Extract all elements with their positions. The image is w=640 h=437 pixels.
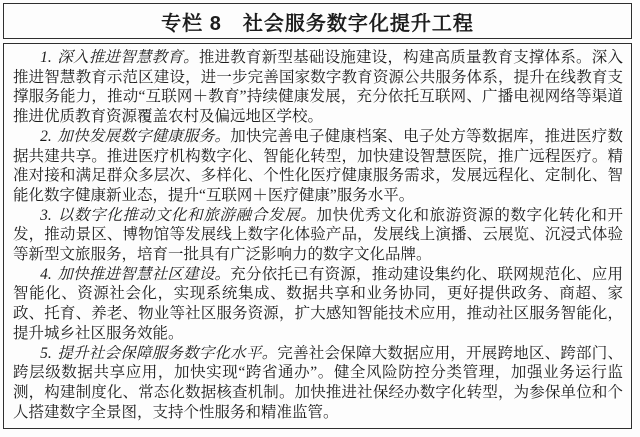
paragraph-4-lead: 加快推进智慧社区建设。 bbox=[57, 265, 231, 283]
paragraph-4 bbox=[13, 265, 623, 344]
page-title: 专栏 8 社会服务数字化提升工程 bbox=[161, 12, 474, 35]
column-title-box bbox=[3, 3, 632, 39]
paragraph-4-number: 4. bbox=[40, 265, 52, 283]
paragraph-3-number: 3. bbox=[40, 206, 52, 224]
column-content-box bbox=[3, 43, 632, 429]
paragraph-1-lead: 深入推进智慧教育。 bbox=[57, 49, 199, 66]
paragraph-3-text: 加快优秀文化和旅游资源的数字化转化和开发，推动景区、博物馆等发展线上数字化体验产品，发展线上演播、云展览、沉浸式体验等新型文旅服务，培育一批具有广泛影响力的数字文化品牌。 bbox=[13, 206, 623, 264]
paragraph-3-lead: 以数字化推动文化和旅游融合发展。 bbox=[57, 206, 317, 224]
paragraph-3 bbox=[13, 206, 623, 265]
paragraph-5-number: 5. bbox=[40, 344, 52, 362]
paragraph-1 bbox=[13, 48, 623, 127]
paragraph-2-number: 2. bbox=[40, 127, 52, 145]
paragraph-1-number: 1. bbox=[40, 49, 52, 66]
paragraph-2-text: 加快完善电子健康档案、电子处方等数据库，推进医疗数据共建共享。推进医疗机构数字化、智能化转型，加快建设智慧医院，推广远程医疗。精准对接和满足群众多层次、多样化、个性化医疗健康服务需求，发展远程化、定制化、智能化数字健康新业态，提升“互联网＋医疗健康”服务水平。 bbox=[13, 127, 623, 204]
paragraph-5-lead: 提升社会保障服务数字化水平。 bbox=[57, 344, 278, 362]
paragraph-4-text: 充分依托已有资源，推动建设集约化、联网规范化、应用智能化、资源社会化，实现系统集成、数据共享和业务协同，更好提供政务、商超、家政、托育、养老、物业等社区服务资源，扩大感知智能技术应用，推动社区服务智能化，提升城乡社区服务效能。 bbox=[13, 265, 623, 342]
paragraph-5 bbox=[13, 344, 623, 423]
paragraph-1-text: 推进教育新型基础设施建设，构建高质量教育支撑体系。深入推进智慧教育示范区建设，进一步完善国家数字教育资源公共服务体系，提升在线教育支撑服务能力，推动“互联网＋教育”持续健康发展，充分依托互联网、广播电视网络等渠道推进优质教育资源覆盖农村及偏远地区学校。 bbox=[13, 49, 623, 126]
paragraph-2-lead: 加快发展数字健康服务。 bbox=[57, 127, 231, 145]
paragraph-5-text: 完善社会保障大数据应用，开展跨地区、跨部门、跨层级数据共享应用，加快实现“跨省通办”。健全风险防控分类管理，加强业务运行监测，构建制度化、常态化数据核查机制。加快推进社保经办数字化转型，为参保单位和个人搭建数字全景图，支持个性服务和精准监管。 bbox=[13, 344, 623, 421]
paragraph-2 bbox=[13, 127, 623, 206]
